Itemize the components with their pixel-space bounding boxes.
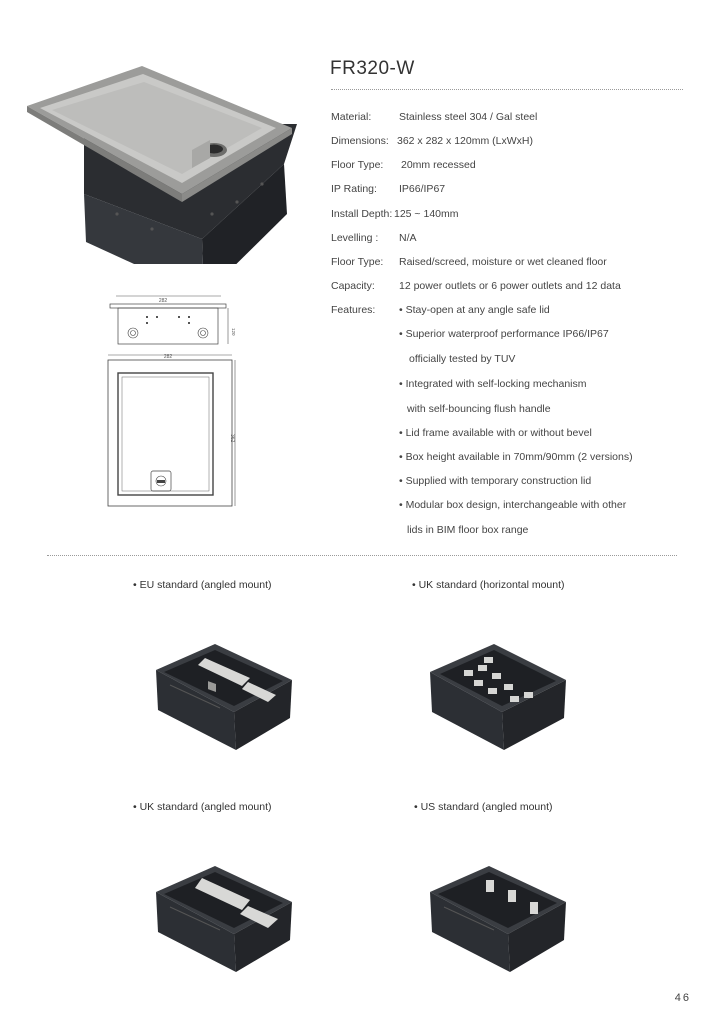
feature-item: • Supplied with temporary construction lid xyxy=(399,475,592,487)
spec-label-levelling: Levelling : xyxy=(331,232,379,244)
feature-item: • Stay-open at any angle safe lid xyxy=(399,304,550,316)
feature-item: • Modular box design, interchangeable with other xyxy=(399,499,627,511)
side-height-label: 120 xyxy=(231,328,236,336)
section-divider xyxy=(47,555,677,556)
uk-horizontal-variant-image xyxy=(424,640,569,752)
page-number: 46 xyxy=(674,992,691,1004)
features-label: Features: xyxy=(331,304,376,316)
us-variant-image xyxy=(424,862,569,974)
feature-item: • Box height available in 70mm/90mm (2 versions) xyxy=(399,451,633,463)
spec-value-levelling: N/A xyxy=(399,232,417,244)
spec-label-floor-type: Floor Type: xyxy=(331,159,384,171)
plan-width-label: 282 xyxy=(163,354,173,360)
spec-label-install-depth: Install Depth: xyxy=(331,208,393,220)
spec-value-install-depth: 125 ~ 140mm xyxy=(394,208,459,220)
spec-label-floor-type-2: Floor Type: xyxy=(331,256,384,268)
feature-item: • Superior waterproof performance IP66/IP67 xyxy=(399,328,609,340)
spec-value-capacity: 12 power outlets or 6 power outlets and 12 data xyxy=(399,280,621,292)
variant-caption-eu: • EU standard (angled mount) xyxy=(133,579,272,591)
spec-value-material: Stainless steel 304 / Gal steel xyxy=(399,111,538,123)
plan-length-label: 362 xyxy=(229,434,235,443)
spec-value-floor-type-2: Raised/screed, moisture or wet cleaned floor xyxy=(399,256,607,268)
spec-value-dimensions: 362 x 282 x 120mm (LxWxH) xyxy=(397,135,533,147)
feature-item-continuation: with self-bouncing flush handle xyxy=(407,403,551,415)
title-divider xyxy=(331,89,683,90)
spec-label-dimensions: Dimensions: xyxy=(331,135,389,147)
feature-item-continuation: lids in BIM floor box range xyxy=(407,524,529,536)
feature-item: • Lid frame available with or without bevel xyxy=(399,427,592,439)
product-hero-image xyxy=(22,64,297,264)
spec-label-ip-rating: IP Rating: xyxy=(331,183,377,195)
spec-value-ip-rating: IP66/IP67 xyxy=(399,183,446,195)
spec-label-capacity: Capacity: xyxy=(331,280,375,292)
spec-label-material: Material: xyxy=(331,111,372,123)
uk-angled-variant-image xyxy=(150,862,295,974)
variant-caption-us: • US standard (angled mount) xyxy=(414,801,553,813)
spec-value-floor-type: 20mm recessed xyxy=(401,159,476,171)
plan-view-drawing xyxy=(104,352,240,510)
eu-variant-image xyxy=(150,640,295,752)
side-elevation-drawing xyxy=(106,294,236,350)
feature-item: • Integrated with self-locking mechanism xyxy=(399,378,587,390)
feature-item-continuation: officially tested by TUV xyxy=(409,353,516,365)
product-title: FR320-W xyxy=(330,58,415,79)
variant-caption-uk-horizontal: • UK standard (horizontal mount) xyxy=(412,579,565,591)
variant-caption-uk-angled: • UK standard (angled mount) xyxy=(133,801,272,813)
side-width-label: 282 xyxy=(158,298,168,304)
